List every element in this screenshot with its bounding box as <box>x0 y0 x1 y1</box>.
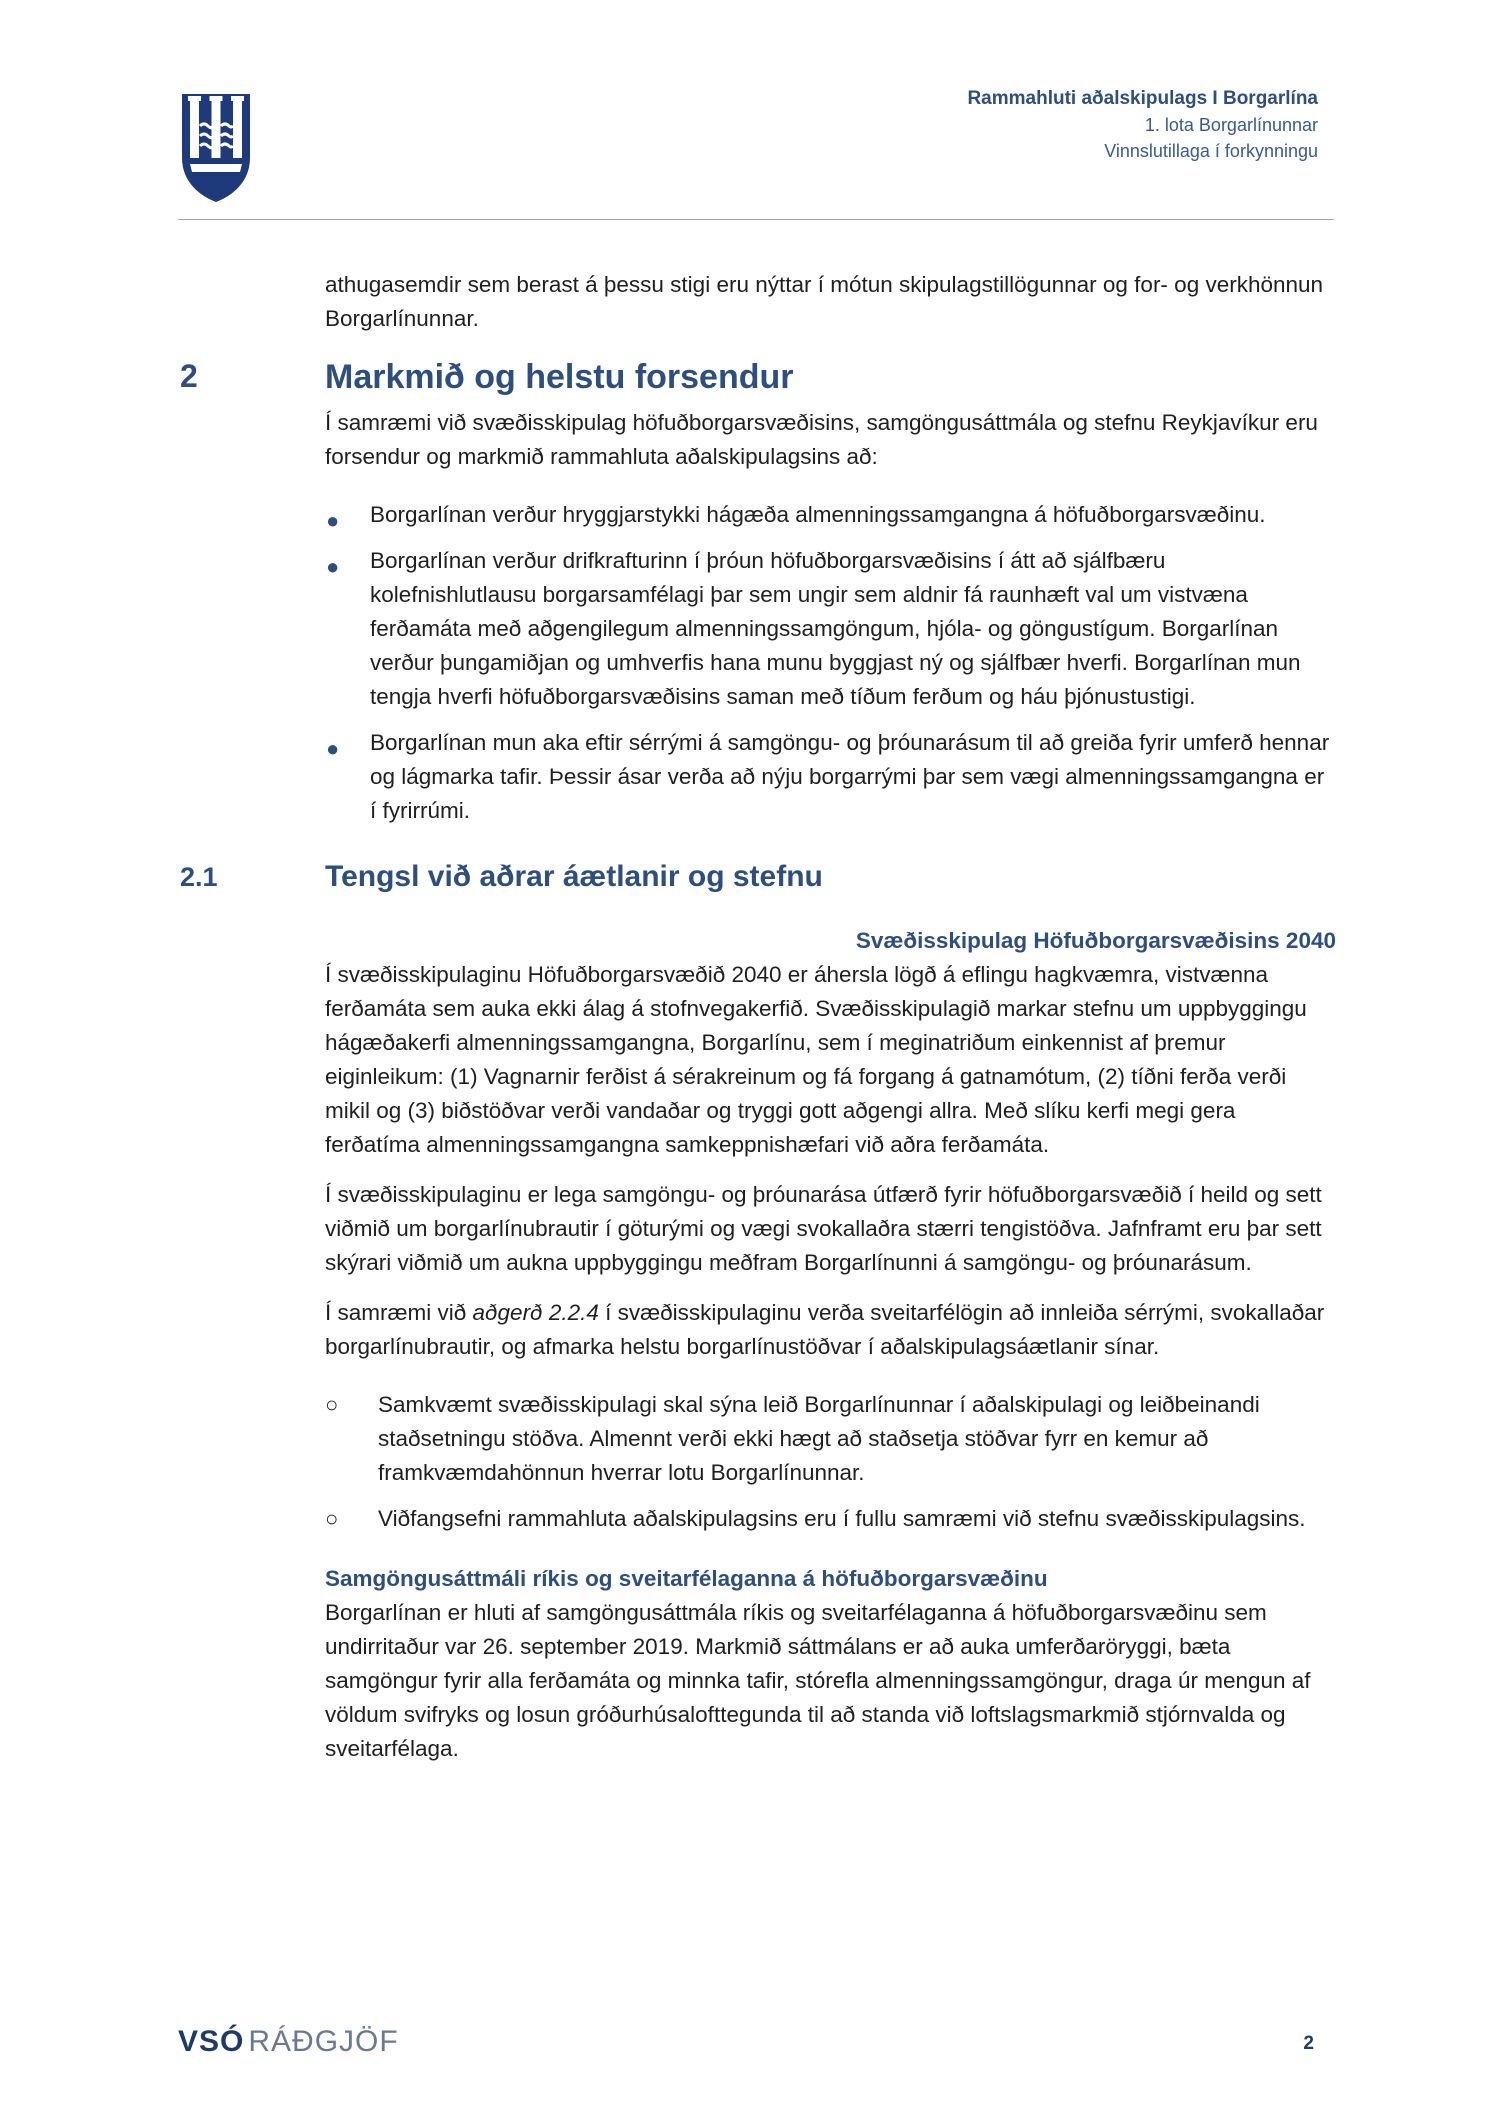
circle-bullet-icon: ○ <box>325 1506 339 1531</box>
header-title: Rammahluti aðalskipulags I Borgarlína <box>967 88 1318 109</box>
logo-light-text: RÁÐGJÖF <box>248 2025 399 2058</box>
section-2-1-number: 2.1 <box>180 862 218 892</box>
regional-plan-paragraph-1: Í svæðisskipulaginu Höfuðborgarsvæðið 2040 er áhersla lögð á eflingu hagkvæmra, vistvænna ferðamáta sem auka ekki álag á stofnvegakerfið. Svæðisskipulagið markar stefnu um uppbyggingu hágæðakerfi almenningssamgangna, Borgarlínu, sem í meginatriðum einkennist af þremur eiginleikum: (1) Vagnarnir ferðist á sérakreinum og fá forgang á gatnamótum, (2) tíðni ferða verði mikil og (3) biðstöðvar verði vandaðar og tryggi gott aðgengi allra. Með slíku kerfi megi gera ferðatíma almenningssamgangna samkeppnishæfari við aðra ferðamáta. <box>325 962 1307 1157</box>
list-item-text: Borgarlínan mun aka eftir sérrými á samgöngu- og þróunarásum til að greiða fyrir umferð hennar og lágmarka tafir. Þessir ásar verða að nýju borgarrými þar sem vægi almenningssamgangna er í fyrirrúmi. <box>370 730 1330 823</box>
vso-logo <box>178 2025 399 2059</box>
list-item <box>180 1388 1336 1490</box>
header-divider <box>178 219 1334 220</box>
bullet-icon: ● <box>326 554 340 579</box>
logo-bold-text: VSÓ <box>178 2025 245 2058</box>
page-number: 2 <box>1303 2033 1314 2054</box>
intro-paragraph: athugasemdir sem berast á þessu stigi eru nýttar í mótun skipulagstillögunnar og for- og verkhönnun Borgarlínunnar. <box>325 272 1324 331</box>
goals-list <box>180 498 1336 828</box>
section-2-intro: Í samræmi við svæðisskipulag höfuðborgarsvæðisins, samgöngusáttmála og stefnu Reykjavíkur eru forsendur og markmið rammahluta aðalskipulagsins að: <box>325 410 1318 469</box>
bullet-icon: ● <box>326 736 340 761</box>
action-reference: aðgerð 2.2.4 <box>472 1300 599 1325</box>
list-item-text: Borgarlínan verður drifkrafturinn í þróun höfuðborgarsvæðisins í átt að sjálfbæru kolefnishlutlausu borgarsamfélagi þar sem ungir sem aldnir fá raunhæft val um vistvæna ferðamáta með aðgengilegum almenningssamgöngum, hjóla- og göngustígum. Borgarlínan verður þungamiðjan og umhverfis hana munu byggjast ný og sjálfbær hverfi. Borgarlínan mun tengja hverfi höfuðborgarsvæðisins saman með tíðum ferðum og háu þjónustustigi. <box>370 548 1301 709</box>
section-2-1-heading <box>180 856 1336 902</box>
list-item-text: Samkvæmt svæðisskipulagi skal sýna leið Borgarlínunnar í aðalskipulagi og leiðbeinandi staðsetningu stöðva. Almennt verði ekki hægt að staðsetja stöðvar fyrr en kemur að framkvæmdahönnun hverrar lotu Borgarlínunnar. <box>378 1392 1260 1485</box>
paragraph-text: Í samræmi við <box>325 1300 473 1325</box>
list-item <box>180 1502 1336 1536</box>
header-subtitle-2: Vinnslutillaga í forkynningu <box>1104 141 1318 161</box>
section-2-1-title: Tengsl við aðrar áætlanir og stefnu <box>325 860 823 893</box>
regional-plan-list <box>180 1388 1336 1536</box>
subsection-transport-agreement-title: Samgöngusáttmáli ríkis og sveitarfélaganna á höfuðborgarsvæðinu <box>325 1566 1048 1591</box>
bullet-icon: ● <box>326 508 340 533</box>
reykjavik-crest-icon <box>180 92 252 204</box>
page-content <box>180 268 1336 1766</box>
list-item <box>180 726 1336 828</box>
document-header <box>967 86 1318 164</box>
regional-plan-paragraph-2: Í svæðisskipulaginu er lega samgöngu- og þróunarása útfærð fyrir höfuðborgarsvæðið í heild og sett viðmið um borgarlínubrautir í göturými og vægi svokallaðra stærri tengistöðva. Jafnframt eru þar sett skýrari viðmið um aukna uppbyggingu meðfram Borgarlínunni á samgöngu- og þróunarásum. <box>325 1182 1322 1275</box>
paragraph-text: í svæðisskipulaginu verða sveitarfélögin að innleiða sérrými, svokallaðar borgarlínubrautir, og afmarka helstu borgarlínustöðvar í aðalskipulagsáætlanir sínar. <box>325 1300 1325 1359</box>
header-subtitle-1: 1. lota Borgarlínunnar <box>1144 115 1318 135</box>
section-2-heading <box>180 358 1336 406</box>
list-item-text: Viðfangsefni rammahluta aðalskipulagsins eru í fullu samræmi við stefnu svæðisskipulagsins. <box>378 1506 1306 1531</box>
circle-bullet-icon: ○ <box>325 1392 339 1417</box>
section-2-number: 2 <box>180 358 198 394</box>
section-2-title: Markmið og helstu forsendur <box>325 358 794 396</box>
list-item <box>180 544 1336 714</box>
regional-plan-paragraph-3 <box>325 1296 1336 1364</box>
subsection-regional-plan-title: Svæðisskipulag Höfuðborgarsvæðisins 2040 <box>855 928 1336 953</box>
list-item <box>180 498 1336 532</box>
list-item-text: Borgarlínan verður hryggjarstykki hágæða almenningssamgangna á höfuðborgarsvæðinu. <box>370 502 1266 527</box>
transport-agreement-paragraph: Borgarlínan er hluti af samgöngusáttmála ríkis og sveitarfélaganna á höfuðborgarsvæðinu sem undirritaður var 26. september 2019. Markmið sáttmálans er að auka umferðaröryggi, bæta samgöngur fyrir alla ferðamáta og minnka tafir, stórefla almenningssamgöngur, draga úr mengun af völdum svifryks og losun gróðurhúsalofttegunda til að standa við loftslagsmarkmið stjórnvalda og sveitarfélaga. <box>325 1600 1311 1761</box>
